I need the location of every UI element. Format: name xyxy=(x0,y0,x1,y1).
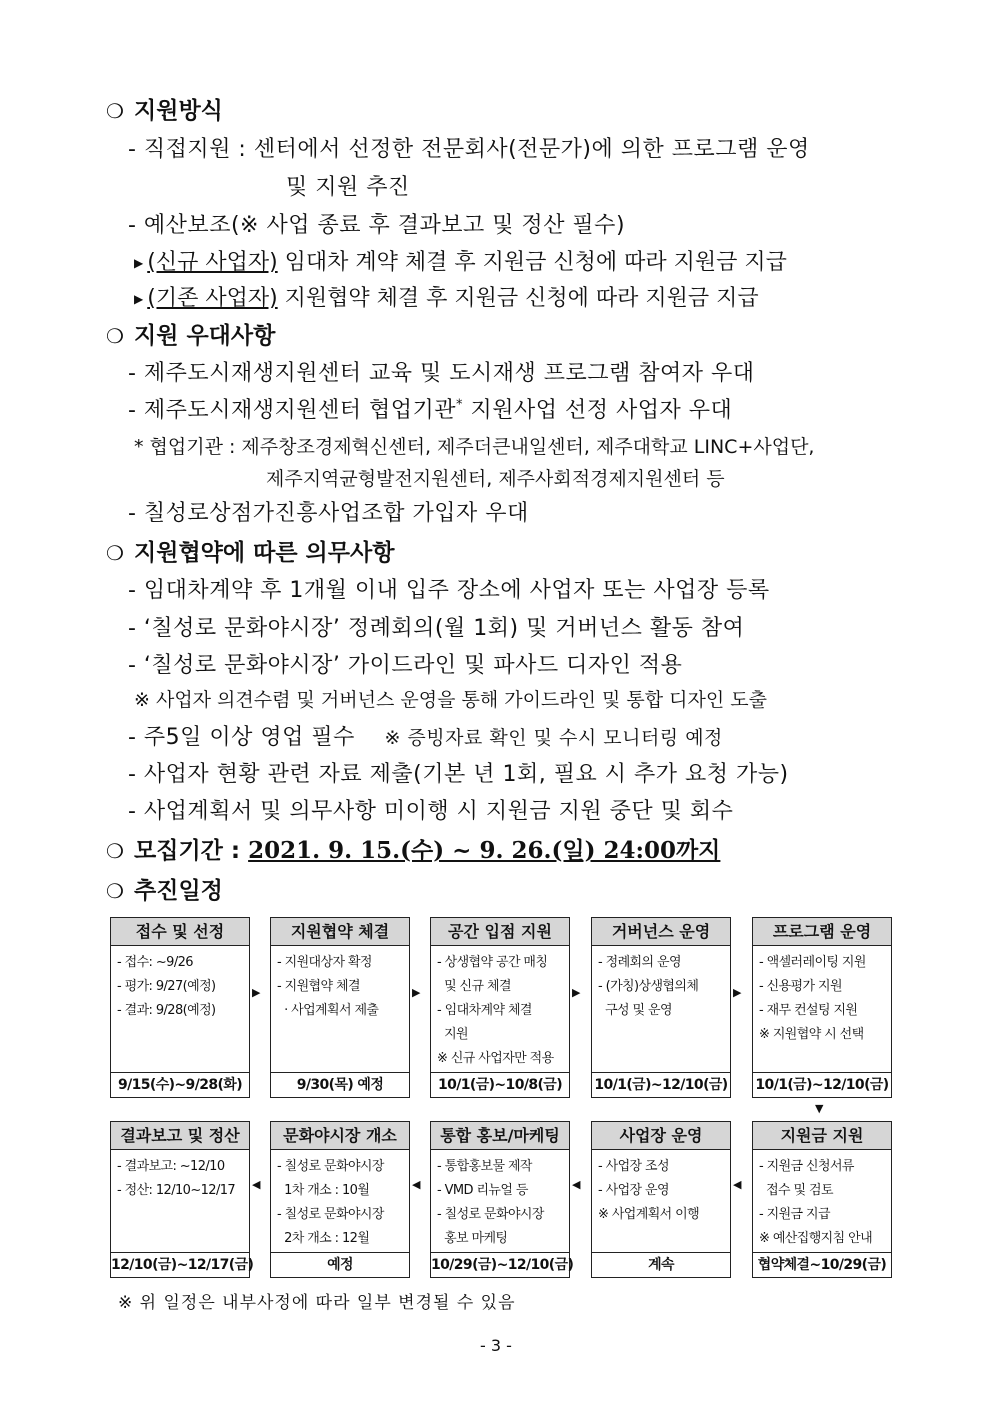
schedule-step-date: 10/1(금)~12/10(금) xyxy=(753,1072,891,1097)
obligation-item xyxy=(128,720,723,751)
schedule-step-title: 통합 홍보/마케팅 xyxy=(431,1122,569,1150)
preference-item: - 제주도시재생지원센터 교육 및 도시재생 프로그램 참여자 우대 xyxy=(128,361,755,386)
schedule-step-body xyxy=(431,946,569,1071)
schedule-step-line: 2차 개소 : 12월 xyxy=(277,1231,370,1246)
schedule-step-body xyxy=(271,1150,409,1251)
schedule-step xyxy=(591,917,731,1098)
bullet-circle-icon: ❍ xyxy=(106,99,124,123)
schedule-step-date: 12/10(금)~12/17(금) xyxy=(111,1252,249,1277)
obligation-item: - ‘칠성로 문화야시장’ 가이드라인 및 파사드 디자인 적용 xyxy=(128,653,683,678)
schedule-step-date: 10/29(금)~12/10(금) xyxy=(431,1252,569,1277)
schedule-step-date: 9/15(수)~9/28(화) xyxy=(111,1072,249,1097)
direct-support-cont: 및 지원 추진 xyxy=(286,175,410,200)
preference-item xyxy=(128,393,732,424)
schedule-step-title: 결과보고 및 정산 xyxy=(111,1122,249,1150)
schedule-step-line: - 접수: ~9/26 xyxy=(117,955,193,970)
schedule-step-body xyxy=(753,1150,891,1251)
schedule-step-date: 예정 xyxy=(271,1252,409,1277)
schedule-step-line: - 결과보고: ~12/10 xyxy=(117,1159,225,1174)
schedule-step xyxy=(110,1121,254,1278)
schedule-step-date: 계속 xyxy=(592,1252,730,1277)
arrow-down-icon: ▼ xyxy=(815,1102,824,1115)
obligation-item: - ‘칠성로 문화야시장’ 정례회의(월 1회) 및 거버넌스 활동 참여 xyxy=(128,616,745,641)
obligation-item: - 사업자 현황 관련 자료 제출(기본 년 1회, 필요 시 추가 요청 가능) xyxy=(128,762,789,787)
section-title: 추진일정 xyxy=(134,878,223,904)
obligation-item: - 임대차계약 후 1개월 이내 입주 장소에 사업자 또는 사업장 등록 xyxy=(128,578,770,603)
schedule-step-body xyxy=(111,946,249,1023)
section-schedule xyxy=(106,872,223,905)
schedule-step-line: - 재무 컨설팅 지원 xyxy=(759,1003,858,1018)
bullet-circle-icon: ❍ xyxy=(106,839,124,863)
schedule-step-line: 지원 xyxy=(437,1027,468,1042)
schedule-step-title: 지원협약 체결 xyxy=(271,918,409,946)
schedule-step-line: - 결과: 9/28(예정) xyxy=(117,1003,216,1018)
schedule-step-body xyxy=(753,946,891,1047)
obligation-item: - 사업계획서 및 의무사항 미이행 시 지원금 지원 중단 및 회수 xyxy=(128,799,734,824)
schedule-step-line: - 사업장 조성 xyxy=(598,1159,669,1174)
arrow-left-icon: ◀ xyxy=(252,1178,261,1191)
schedule-step-title: 문화야시장 개소 xyxy=(271,1122,409,1150)
new-business-label: (신규 사업자) xyxy=(147,250,278,275)
section-obligations xyxy=(106,534,394,567)
schedule-step-line: - (가칭)상생협의체 xyxy=(598,979,699,994)
triangle-right-icon: ▶ xyxy=(134,292,144,306)
schedule-step-line: 접수 및 검토 xyxy=(759,1183,833,1198)
schedule-step-line: 홍보 마케팅 xyxy=(437,1231,508,1246)
new-business-line xyxy=(134,245,787,276)
schedule-step-line: - 상생협약 공간 매칭 xyxy=(437,955,548,970)
cooperation-note-cont: 제주지역균형발전지원센터, 제주사회적경제지원센터 등 xyxy=(266,468,725,490)
schedule-step-body xyxy=(111,1150,249,1203)
schedule-step-line: - 칠성로 문화야시장 xyxy=(277,1159,384,1174)
schedule-step-line: ※ 신규 사업자만 적용 xyxy=(437,1051,554,1066)
schedule-step-line: - 액셀러레이팅 지원 xyxy=(759,955,866,970)
bullet-circle-icon: ❍ xyxy=(106,541,124,565)
schedule-step-title: 거버넌스 운영 xyxy=(592,918,730,946)
schedule-step-line: 1차 개소 : 10월 xyxy=(277,1183,370,1198)
schedule-step-line: - 정산: 12/10~12/17 xyxy=(117,1183,236,1198)
schedule-step-line: · 사업계획서 제출 xyxy=(277,1003,379,1018)
arrow-left-icon: ◀ xyxy=(733,1178,742,1191)
schedule-step-line: - 평가: 9/27(예정) xyxy=(117,979,216,994)
section-recruit xyxy=(106,832,720,865)
schedule-step xyxy=(752,1121,892,1278)
arrow-left-icon: ◀ xyxy=(572,1178,581,1191)
schedule-step xyxy=(591,1121,731,1278)
schedule-step xyxy=(752,917,892,1098)
footnote-mark: * xyxy=(455,397,463,413)
schedule-step-line: 및 신규 체결 xyxy=(437,979,511,994)
schedule-step-line: - 칠성로 문화야시장 xyxy=(437,1207,544,1222)
preference-item: - 칠성로상점가진흥사업조합 가입자 우대 xyxy=(128,501,529,526)
schedule-step-title: 지원금 지원 xyxy=(753,1122,891,1150)
existing-business-label: (기존 사업자) xyxy=(147,286,278,311)
schedule-step-body xyxy=(592,946,730,1023)
schedule-step-body xyxy=(271,946,409,1023)
schedule-step-line: - 지원협약 체결 xyxy=(277,979,360,994)
section-support-method xyxy=(106,92,223,125)
existing-business-line xyxy=(134,281,759,312)
schedule-step xyxy=(110,917,250,1098)
triangle-right-icon: ▶ xyxy=(134,256,144,270)
schedule-step-line: - 지원금 지급 xyxy=(759,1207,830,1222)
obligation-item-note: ※ 증빙자료 확인 및 수시 모니터링 예정 xyxy=(384,727,723,749)
section-title: 모집기간 : xyxy=(134,838,241,864)
schedule-note: ※ 위 일정은 내부사정에 따라 일부 변경될 수 있음 xyxy=(118,1293,516,1313)
schedule-step-line: - 사업장 운영 xyxy=(598,1183,669,1198)
schedule-step xyxy=(270,1121,410,1278)
schedule-step-title: 접수 및 선정 xyxy=(111,918,249,946)
schedule-step-line: - 임대차계약 체결 xyxy=(437,1003,532,1018)
schedule-step-line: - 정례회의 운영 xyxy=(598,955,681,970)
arrow-right-icon: ▶ xyxy=(733,986,742,999)
direct-support-line: - 직접지원 : 센터에서 선정한 전문회사(전문가)에 의한 프로그램 운영 xyxy=(128,137,810,162)
section-title: 지원협약에 따른 의무사항 xyxy=(134,540,395,566)
bullet-circle-icon: ❍ xyxy=(106,879,124,903)
cooperation-note: * 협업기관 : 제주창조경제혁신센터, 제주더큰내일센터, 제주대학교 LINC+사업단, xyxy=(134,436,815,458)
schedule-step-title: 프로그램 운영 xyxy=(753,918,891,946)
schedule-step xyxy=(270,917,410,1098)
schedule-step-body xyxy=(431,1150,569,1251)
schedule-step xyxy=(430,1121,574,1278)
schedule-step-date: 10/1(금)~12/10(금) xyxy=(592,1072,730,1097)
existing-business-text: 지원협약 체결 후 지원금 신청에 따라 지원금 지급 xyxy=(277,286,759,311)
section-preference xyxy=(106,317,275,350)
section-title: 지원 우대사항 xyxy=(134,323,276,349)
schedule-step-title: 공간 입점 지원 xyxy=(431,918,569,946)
schedule-step-line: ※ 사업계획서 이행 xyxy=(598,1207,700,1222)
obligation-note: ※ 사업자 의견수렴 및 거버넌스 운영을 통해 가이드라인 및 통합 디자인 도출 xyxy=(134,689,767,711)
preference-item-text: - 제주도시재생지원센터 협업기관 xyxy=(128,398,456,423)
schedule-step-line: - 칠성로 문화야시장 xyxy=(277,1207,384,1222)
schedule-step-date: 10/1(금)~10/8(금) xyxy=(431,1072,569,1097)
schedule-step-line: 구성 및 운영 xyxy=(598,1003,672,1018)
schedule-step-date: 9/30(목) 예정 xyxy=(271,1072,409,1097)
schedule-step-line: ※ 지원협약 시 선택 xyxy=(759,1027,864,1042)
preference-item-text: 지원사업 선정 사업자 우대 xyxy=(462,398,733,423)
bullet-circle-icon: ❍ xyxy=(106,324,124,348)
schedule-step-line: - 통합홍보물 제작 xyxy=(437,1159,532,1174)
schedule-step-title: 사업장 운영 xyxy=(592,1122,730,1150)
schedule-step-line: - VMD 리뉴얼 등 xyxy=(437,1183,528,1198)
schedule-step xyxy=(430,917,570,1098)
arrow-left-icon: ◀ xyxy=(412,1178,421,1191)
arrow-right-icon: ▶ xyxy=(412,986,421,999)
page-number: - 3 - xyxy=(480,1336,512,1355)
schedule-step-line: - 지원대상자 확정 xyxy=(277,955,372,970)
schedule-step-line: - 지원금 신청서류 xyxy=(759,1159,854,1174)
schedule-step-body xyxy=(592,1150,730,1227)
arrow-right-icon: ▶ xyxy=(572,986,581,999)
schedule-step-line: - 신용평가 지원 xyxy=(759,979,842,994)
arrow-right-icon: ▶ xyxy=(252,986,261,999)
new-business-text: 임대차 계약 체결 후 지원금 신청에 따라 지원금 지급 xyxy=(277,250,787,275)
obligation-item-text: - 주5일 이상 영업 필수 xyxy=(128,725,355,750)
budget-line: - 예산보조(※ 사업 종료 후 결과보고 및 정산 필수) xyxy=(128,213,626,238)
schedule-step-line: ※ 예산집행지침 안내 xyxy=(759,1231,873,1246)
recruit-period: 2021. 9. 15.(수) ~ 9. 26.(일) 24:00까지 xyxy=(248,837,721,864)
schedule-step-date: 협약체결~10/29(금) xyxy=(753,1252,891,1277)
section-title: 지원방식 xyxy=(134,98,223,124)
